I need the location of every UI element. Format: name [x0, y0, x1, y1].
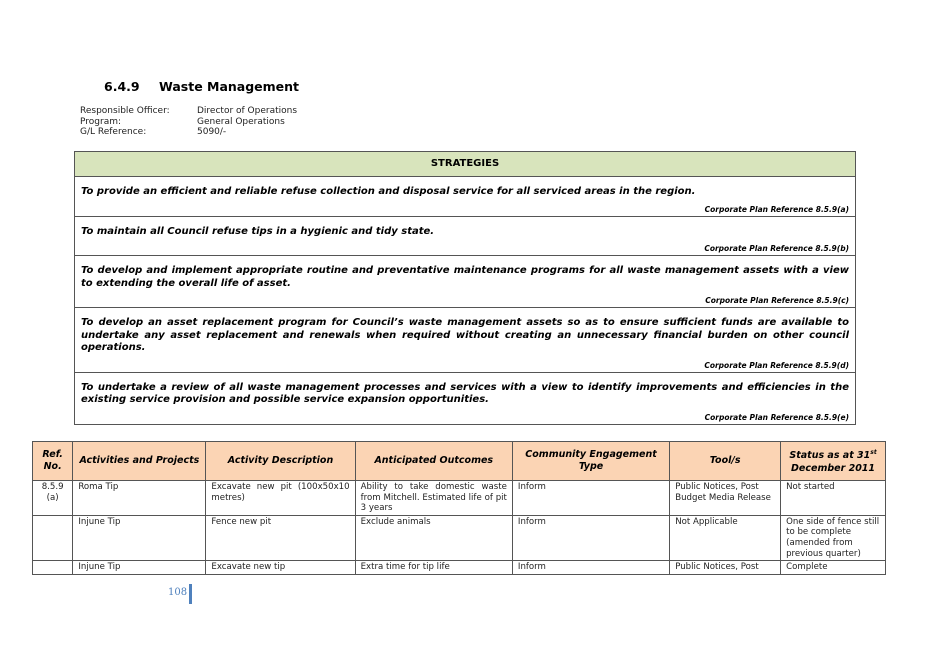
header-tools: Tool/s [670, 442, 781, 481]
page-number-bar [189, 584, 192, 604]
header-activities: Activities and Projects [73, 442, 206, 481]
meta-row-program [80, 117, 297, 128]
header-status-line2: December 2011 [791, 462, 876, 474]
page-number: 108 [168, 587, 188, 598]
meta-value: Director of Operations [197, 106, 298, 116]
cell-description: Excavate new pit (100x50x10 metres) [206, 481, 355, 516]
strategies-header: STRATEGIES [75, 152, 855, 177]
strategy-reference: Corporate Plan Reference 8.5.9(e) [704, 412, 849, 422]
section-number: 6.4.9 [104, 79, 140, 94]
strategy-reference: Corporate Plan Reference 8.5.9(d) [704, 360, 849, 370]
cell-tools: Public Notices, Post Budget Media Release [670, 481, 781, 516]
section-heading [104, 79, 299, 94]
cell-engagement: Inform [512, 561, 669, 575]
cell-ref: 8.5.9 (a) [33, 481, 73, 516]
cell-status: Complete [781, 561, 886, 575]
activities-table [32, 441, 886, 575]
meta-row-officer [80, 106, 297, 117]
cell-description: Fence new pit [206, 515, 355, 560]
header-status-line1: Status as at 31 [789, 450, 871, 462]
section-meta [80, 106, 297, 138]
activities-header-row [33, 442, 886, 481]
strategy-text: To develop an asset replacement program for Council’s waste management assets so as to ensure sufficient funds are available to undertake any asset replacement and renewals when required without creating an unnecessary financial burden on other council operations. [81, 317, 849, 353]
header-status [781, 442, 886, 481]
header-outcomes: Anticipated Outcomes [355, 442, 512, 481]
strategy-reference: Corporate Plan Reference 8.5.9(c) [705, 296, 849, 305]
strategy-item [75, 177, 855, 217]
cell-status: Not started [781, 481, 886, 516]
meta-row-gl-reference [80, 127, 297, 138]
header-status-superscript: st [870, 449, 877, 457]
cell-ref [33, 561, 73, 575]
header-ref-no: Ref. No. [33, 442, 73, 481]
table-row [33, 481, 886, 516]
cell-outcomes: Ability to take domestic waste from Mitchell. Estimated life of pit 3 years [355, 481, 512, 516]
strategy-item [75, 217, 855, 257]
table-row [33, 561, 886, 575]
cell-outcomes: Exclude animals [355, 515, 512, 560]
strategy-reference: Corporate Plan Reference 8.5.9(a) [704, 204, 849, 214]
cell-activity: Injune Tip [73, 561, 206, 575]
cell-tools: Public Notices, Post [670, 561, 781, 575]
strategy-text: To provide an efficient and reliable refuse collection and disposal service for all serviced areas in the region. [81, 186, 696, 197]
strategies-table [74, 151, 856, 425]
cell-description: Excavate new tip [206, 561, 355, 575]
cell-ref [33, 515, 73, 560]
cell-status: One side of fence still to be complete (amended from previous quarter) [781, 515, 886, 560]
cell-engagement: Inform [512, 515, 669, 560]
section-title: Waste Management [159, 79, 300, 94]
meta-label: Program: [80, 116, 122, 127]
meta-label: Responsible Officer: [80, 106, 170, 116]
strategy-reference: Corporate Plan Reference 8.5.9(b) [704, 244, 849, 253]
table-row [33, 515, 886, 560]
meta-label: G/L Reference: [80, 127, 147, 138]
cell-engagement: Inform [512, 481, 669, 516]
strategy-text: To maintain all Council refuse tips in a hygienic and tidy state. [81, 225, 435, 237]
strategy-item [75, 308, 855, 373]
strategy-item [75, 256, 855, 308]
cell-outcomes: Extra time for tip life [355, 561, 512, 575]
strategy-item [75, 373, 855, 424]
cell-activity: Roma Tip [73, 481, 206, 516]
cell-tools: Not Applicable [670, 515, 781, 560]
strategy-text: To develop and implement appropriate routine and preventative maintenance programs for all waste management assets with a view to extending the overall life of asset. [81, 265, 849, 289]
meta-value: General Operations [197, 116, 285, 127]
strategy-text: To undertake a review of all waste management processes and services with a view to identify improvements and efficiencies in the existing service provision and possible service expansion opportunities. [81, 381, 849, 405]
header-engagement: Community Engagement Type [512, 442, 669, 481]
meta-value: 5090/- [197, 127, 227, 138]
cell-activity: Injune Tip [73, 515, 206, 560]
header-description: Activity Description [206, 442, 355, 481]
